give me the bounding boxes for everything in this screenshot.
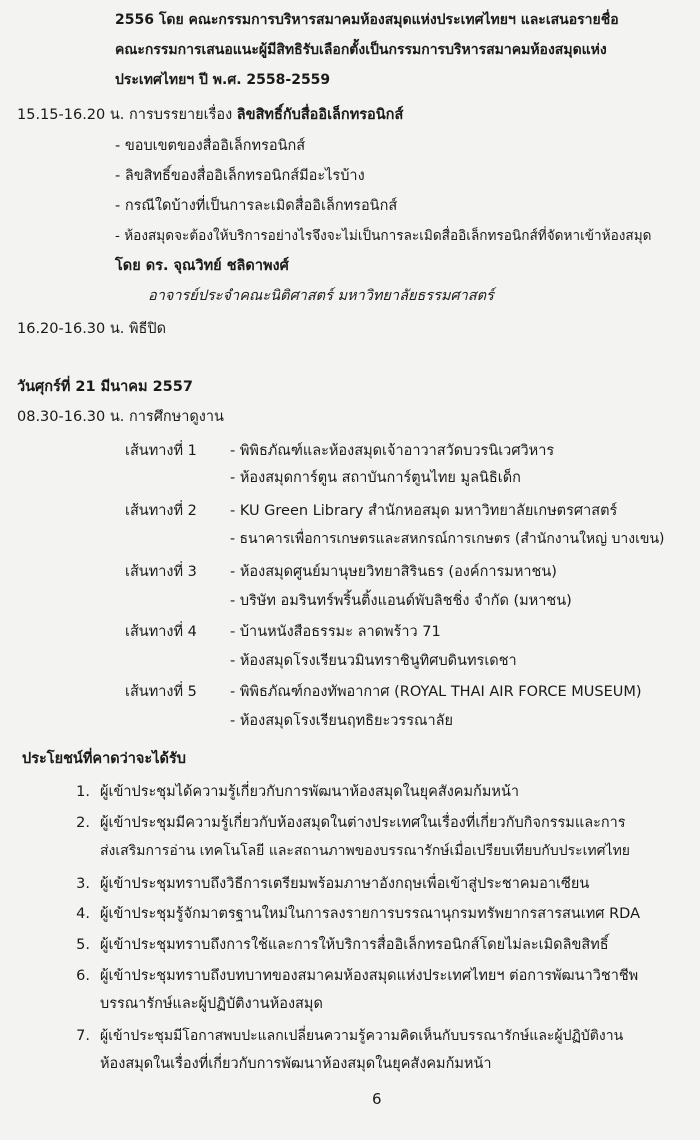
intro-line-2: คณะกรรมการเสนอแนะผู้มีสิทธิรับเลือกตั้งเป็นกรรมการบริหารสมาคมห้องสมุดแห่ง bbox=[115, 42, 607, 58]
benefit-7-line-2: ห้องสมุดในเรื่องที่เกี่ยวกับการพัฒนาห้องสมุดในยุคสังคมก้มหน้า bbox=[100, 1056, 492, 1072]
session1-affiliation: อาจารย์ประจำคณะนิติศาสตร์ มหาวิทยาลัยธรรมศาสตร์ bbox=[148, 288, 494, 304]
route-3-item-2: - บริษัท อมรินทร์พริ้นติ้งแอนด์พับลิชชิ่ง จำกัด (มหาชน) bbox=[230, 593, 572, 609]
benefit-num-1: 1. bbox=[76, 784, 90, 800]
route-2-item-2: - ธนาคารเพื่อการเกษตรและสหกรณ์การเกษตร (สำนักงานใหญ่ บางเขน) bbox=[230, 531, 665, 547]
route-5-item-1: - พิพิธภัณฑ์กองทัพอากาศ (ROYAL THAI AIR FORCE MUSEUM) bbox=[230, 684, 642, 700]
day-session-time: 08.30-16.30 น. bbox=[17, 409, 125, 425]
benefit-num-7: 7. bbox=[76, 1028, 90, 1044]
benefit-2-line-1: ผู้เข้าประชุมมีความรู้เกี่ยวกับห้องสมุดในต่างประเทศในเรื่องที่เกี่ยวกับกิจกรรมและการ bbox=[100, 815, 626, 831]
route-label-2: เส้นทางที่ 2 bbox=[125, 503, 197, 519]
route-1-item-1: - พิพิธภัณฑ์และห้องสมุดเจ้าอาวาสวัดบวรนิเวศวิหาร bbox=[230, 443, 555, 459]
benefits-heading: ประโยชน์ที่คาดว่าจะได้รับ bbox=[22, 751, 186, 767]
benefit-2-line-2: ส่งเสริมการอ่าน เทคโนโลยี และสถานภาพของบรรณารักษ์เมื่อเปรียบเทียบกับประเทศไทย bbox=[100, 843, 631, 859]
session2-time: 16.20-16.30 น. bbox=[17, 321, 125, 337]
intro-line-1: 2556 โดย คณะกรรมการบริหารสมาคมห้องสมุดแห่งประเทศไทยฯ และเสนอรายชื่อ bbox=[115, 12, 619, 28]
benefit-num-6: 6. bbox=[76, 968, 90, 984]
benefit-num-2: 2. bbox=[76, 815, 90, 831]
session1-bullet-1: - ขอบเขตของสื่ออิเล็กทรอนิกส์ bbox=[115, 138, 306, 154]
session1-heading bbox=[17, 107, 403, 124]
route-4-item-1: - บ้านหนังสือธรรมะ ลาดพร้าว 71 bbox=[230, 624, 441, 640]
session2-title: พิธีปิด bbox=[129, 321, 167, 337]
benefit-7-line-1: ผู้เข้าประชุมมีโอกาสพบปะแลกเปลี่ยนความรู้ความคิดเห็นกับบรรณารักษ์และผู้ปฏิบัติงาน bbox=[100, 1028, 624, 1044]
session1-title: ลิขสิทธิ์กับสื่ออิเล็กทรอนิกส์ bbox=[236, 107, 404, 123]
route-label-5: เส้นทางที่ 5 bbox=[125, 684, 197, 700]
session2-heading bbox=[17, 321, 166, 338]
session1-time: 15.15-16.20 น. bbox=[17, 107, 125, 123]
benefit-5-line-1: ผู้เข้าประชุมทราบถึงการใช้และการให้บริการสื่ออิเล็กทรอนิกส์โดยไม่ละเมิดลิขสิทธิ์ bbox=[100, 937, 609, 953]
page-number: 6 bbox=[372, 1090, 382, 1108]
day-heading: วันศุกร์ที่ 21 มีนาคม 2557 bbox=[17, 379, 193, 395]
benefit-3-line-1: ผู้เข้าประชุมทราบถึงวิธีการเตรียมพร้อมภาษาอังกฤษเพื่อเข้าสู่ประชาคมอาเซียน bbox=[100, 876, 590, 892]
route-3-item-1: - ห้องสมุดศูนย์มานุษยวิทยาสิรินธร (องค์การมหาชน) bbox=[230, 564, 557, 580]
session1-bullet-4: - ห้องสมุดจะต้องให้บริการอย่างไรจึงจะไม่เป็นการละเมิดสื่ออิเล็กทรอนิกส์ที่จัดหาเข้าห้องสมุด bbox=[115, 228, 652, 244]
intro-line-3: ประเทศไทยฯ ปี พ.ศ. 2558-2559 bbox=[115, 72, 331, 88]
day-session bbox=[17, 409, 224, 426]
route-label-3: เส้นทางที่ 3 bbox=[125, 564, 197, 580]
day-session-title: การศึกษาดูงาน bbox=[129, 409, 224, 425]
route-label-1: เส้นทางที่ 1 bbox=[125, 443, 197, 459]
route-label-4: เส้นทางที่ 4 bbox=[125, 624, 197, 640]
route-4-item-2: - ห้องสมุดโรงเรียนวมินทราชินูทิศบดินทรเดชา bbox=[230, 653, 517, 669]
session1-prefix: การบรรยายเรื่อง bbox=[129, 107, 233, 123]
route-5-item-2: - ห้องสมุดโรงเรียนฤทธิยะวรรณาลัย bbox=[230, 713, 453, 729]
benefit-1-line-1: ผู้เข้าประชุมได้ความรู้เกี่ยวกับการพัฒนาห้องสมุดในยุคสังคมก้มหน้า bbox=[100, 784, 519, 800]
benefit-num-3: 3. bbox=[76, 876, 90, 892]
route-2-item-1: - KU Green Library สำนักหอสมุด มหาวิทยาลัยเกษตรศาสตร์ bbox=[230, 503, 618, 519]
benefit-6-line-1: ผู้เข้าประชุมทราบถึงบทบาทของสมาคมห้องสมุดแห่งประเทศไทยฯ ต่อการพัฒนาวิชาชีพ bbox=[100, 968, 639, 984]
session1-bullet-2: - ลิขสิทธิ์ของสื่ออิเล็กทรอนิกส์มีอะไรบ้าง bbox=[115, 168, 365, 184]
benefit-num-5: 5. bbox=[76, 937, 90, 953]
benefit-num-4: 4. bbox=[76, 906, 90, 922]
benefit-6-line-2: บรรณารักษ์และผู้ปฏิบัติงานห้องสมุด bbox=[100, 996, 323, 1012]
route-1-item-2: - ห้องสมุดการ์ตูน สถาบันการ์ตูนไทย มูลนิธิเด็ก bbox=[230, 470, 521, 486]
session1-bullet-3: - กรณีใดบ้างที่เป็นการละเมิดสื่ออิเล็กทรอนิกส์ bbox=[115, 198, 398, 214]
session1-speaker: โดย ดร. จุณวิทย์ ชลิดาพงศ์ bbox=[115, 258, 289, 274]
benefit-4-line-1: ผู้เข้าประชุมรู้จักมาตรฐานใหม่ในการลงรายการบรรณานุกรมทรัพยากรสารสนเทศ RDA bbox=[100, 906, 641, 922]
